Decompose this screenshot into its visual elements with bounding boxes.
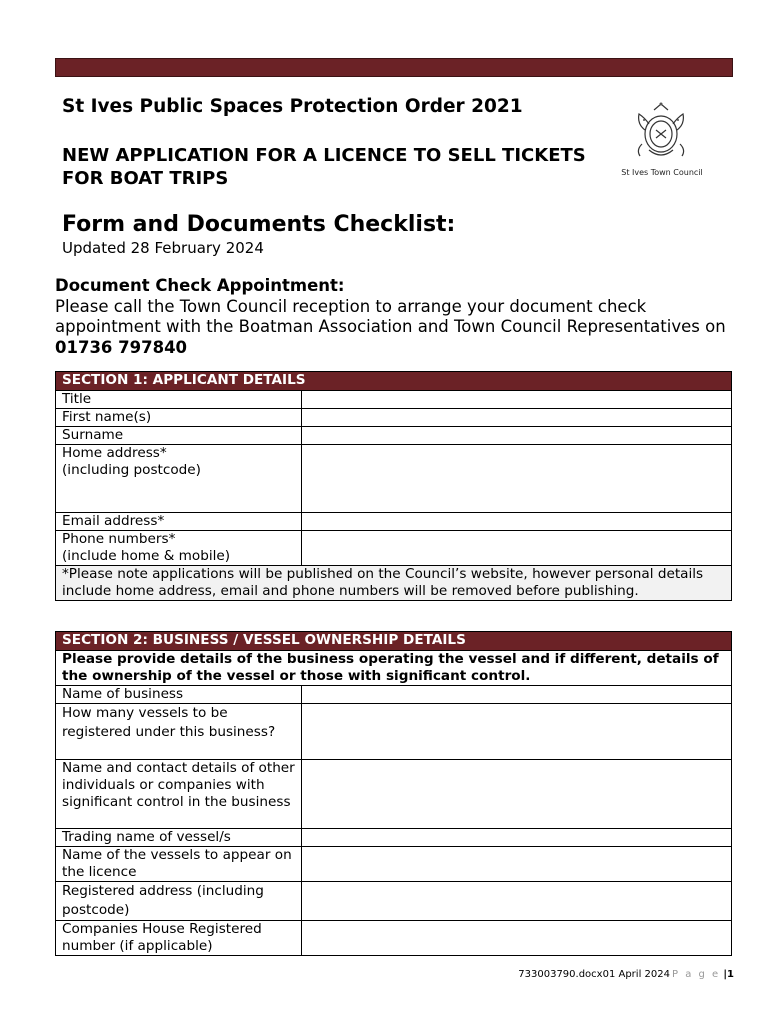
field-label: Trading name of vessel/s [56,829,302,847]
privacy-note: *Please note applications will be published on the Council’s website, however personal details include home address, email and phone numbers will be removed before publishing. [56,566,732,601]
phone-numbers-field[interactable] [302,531,732,566]
title-field[interactable] [302,391,732,409]
section1-heading: SECTION 1: APPLICANT DETAILS [56,372,732,391]
licence-vessel-names-field[interactable] [302,847,732,882]
first-name-field[interactable] [302,409,732,427]
companies-house-number-field[interactable] [302,921,732,956]
footer-separator: | [723,969,728,980]
field-label: Registered address (including postcode) [56,882,302,921]
trading-name-field[interactable] [302,829,732,847]
field-label: Email address* [56,513,302,531]
field-label: Companies House Registered number (if applicable) [56,921,302,956]
significant-control-field[interactable] [302,760,732,829]
section2-intro: Please provide details of the business operating the vessel and if different, details of the ownership of the vessel or those with significant control. [56,651,732,686]
field-label: Name and contact details of other individuals or companies with significant control in the business [56,760,302,829]
surname-field[interactable] [302,427,732,445]
footer-doc-ref: 733003790.docx01 April 2024 [518,969,670,980]
field-label: Phone numbers* (include home & mobile) [56,531,302,566]
document-title: St Ives Public Spaces Protection Order 2021 [62,96,523,117]
logo-caption: St Ives Town Council [621,168,703,177]
updated-date: Updated 28 February 2024 [62,239,264,257]
document-subtitle: NEW APPLICATION FOR A LICENCE TO SELL TICKETS FOR BOAT TRIPS [62,145,586,189]
appointment-block [55,276,735,358]
appointment-heading: Document Check Appointment: [55,276,345,295]
business-name-field[interactable] [302,686,732,704]
email-field[interactable] [302,513,732,531]
field-label: Name of business [56,686,302,704]
field-label: Surname [56,427,302,445]
footer-page-number: 1 [727,969,734,980]
field-label: Name of the vessels to appear on the licence [56,847,302,882]
vessel-count-field[interactable] [302,704,732,760]
field-label: Home address* (including postcode) [56,445,302,513]
section2-table [55,631,732,956]
section1-table [55,371,732,601]
section2-heading: SECTION 2: BUSINESS / VESSEL OWNERSHIP DETAILS [56,632,732,651]
footer-page-word: P a g e [671,969,721,980]
field-label: How many vessels to be registered under this business? [56,704,302,760]
registered-address-field[interactable] [302,882,732,921]
appointment-phone: 01736 797840 [55,337,188,357]
header-bar [55,58,733,77]
field-label: First name(s) [56,409,302,427]
checklist-title: Form and Documents Checklist: [62,212,456,237]
field-label: Title [56,391,302,409]
home-address-field[interactable] [302,445,732,513]
page-footer [518,969,734,980]
appointment-text: Please call the Town Council reception to arrange your document check appointment with the Boatman Association and Town Council Representatives on [55,296,726,336]
